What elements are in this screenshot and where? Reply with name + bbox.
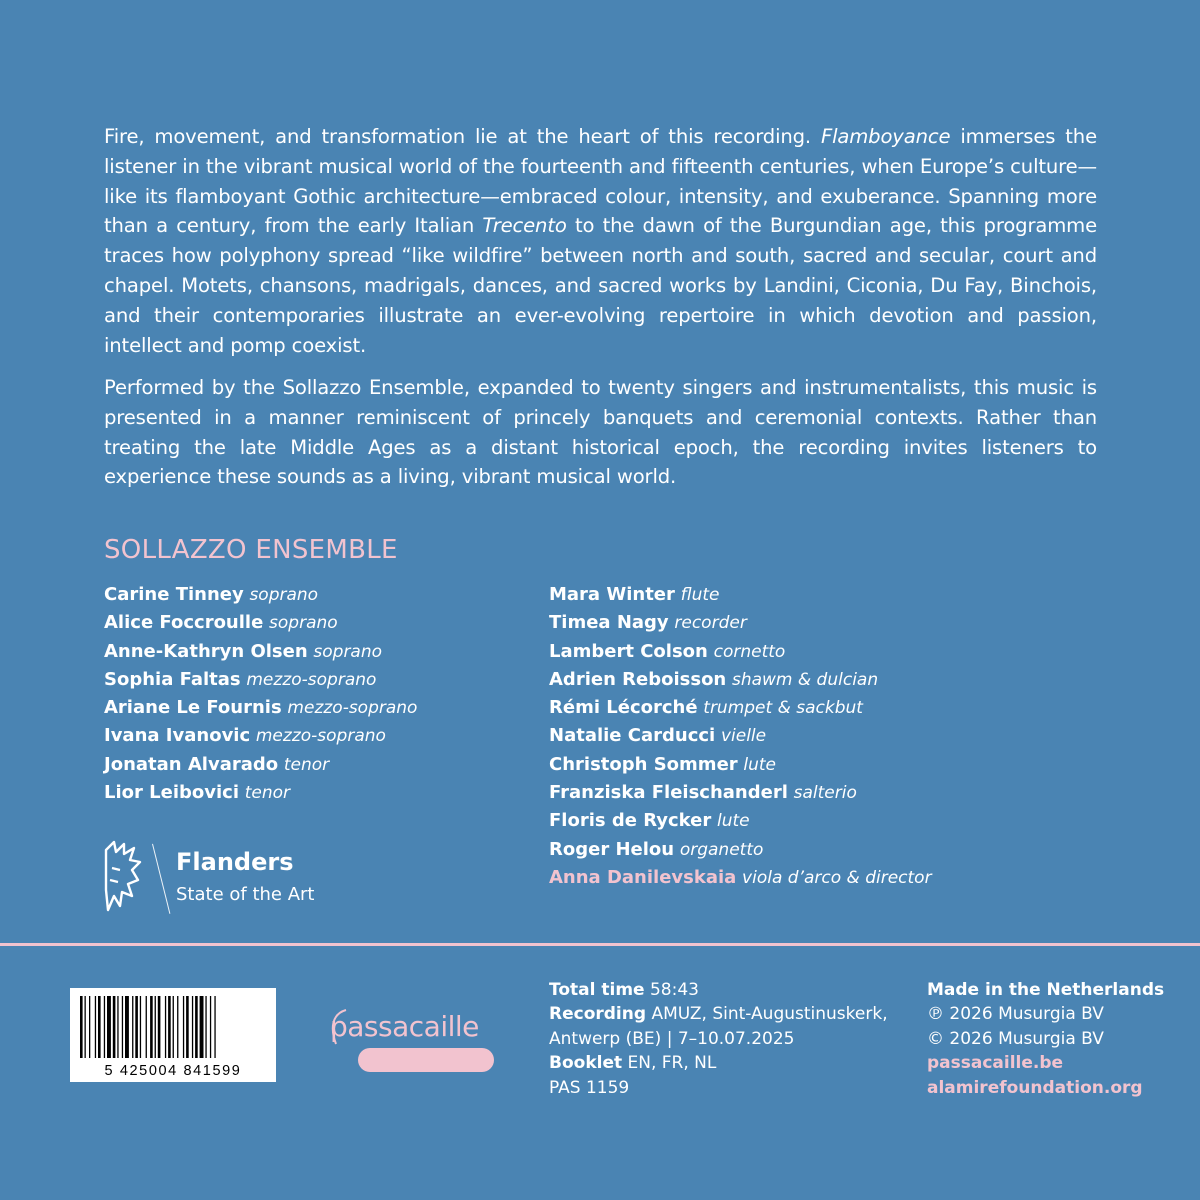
flanders-logo <box>102 840 362 920</box>
ensemble-member <box>549 638 932 666</box>
member-role: trumpet & sackbut <box>703 698 863 719</box>
member-name: Lior Leibovici <box>104 782 239 804</box>
catalog-number: PAS 1159 <box>549 1077 630 1098</box>
ensemble-member <box>549 864 932 892</box>
barcode-bar <box>165 996 166 1058</box>
ensemble-member <box>549 779 932 807</box>
website-link-passacaille[interactable]: passacaille.be <box>927 1053 1064 1074</box>
booklet-label: Booklet <box>549 1053 623 1074</box>
ensemble-member <box>549 751 932 779</box>
recording-line-2: Antwerp (BE) | 7–10.07.2025 <box>549 1028 795 1049</box>
member-name: Ariane Le Fournis <box>104 697 282 719</box>
ensemble-member <box>549 807 932 835</box>
legal-info <box>927 978 1164 1100</box>
ensemble-member <box>549 609 932 637</box>
member-name: Mara Winter <box>549 584 675 605</box>
lion-icon <box>102 840 148 918</box>
barcode-bar <box>104 996 105 1058</box>
member-role: viola d’arco & director <box>742 867 932 888</box>
intro-italic-term: Flamboyance <box>820 125 951 148</box>
ensemble-member <box>549 722 932 750</box>
member-name: Timea Nagy <box>549 612 669 634</box>
barcode-bar <box>135 996 138 1058</box>
barcode-bar <box>155 996 156 1058</box>
member-role: organetto <box>679 839 764 860</box>
copyright-notice: © 2026 Musurgia BV <box>927 1028 1104 1049</box>
member-role: mezzo-soprano <box>246 669 377 690</box>
intro-text-segment: Fire, movement, and transformation lie at the heart of this recording. <box>104 125 821 148</box>
barcode-bar <box>214 996 215 1058</box>
member-role: tenor <box>283 754 330 775</box>
ensemble-column-left <box>104 581 417 807</box>
ensemble-member <box>104 694 417 722</box>
intro-text-segment: to the dawn of the Burgundian age, this programme traces how polyphony spread “like wildfire” between north and south, sacred and secular, court and chapel. Motets, chansons, madrigals, dances, and sacred works by Landini, Ciconia, Du Fay, Binchois, and their contemporaries illustrate an ever-evolving repertoire in which devotion and passion, intellect and pomp coexist. <box>104 214 1097 357</box>
ensemble-member <box>104 666 417 694</box>
intro-paragraph-1 <box>104 122 1097 360</box>
flanders-divider <box>152 844 170 914</box>
member-name: Lambert Colson <box>549 640 708 662</box>
barcode-number: 5 425004 841599 <box>104 1063 242 1079</box>
barcode-bar <box>173 996 174 1058</box>
barcode-bar <box>158 996 161 1058</box>
ensemble-member <box>549 581 932 609</box>
member-role: cornetto <box>713 641 786 662</box>
member-name: Adrien Reboisson <box>549 668 727 690</box>
member-name: Ivana Ivanovic <box>104 725 251 747</box>
barcode-bar <box>186 996 189 1058</box>
member-role: mezzo-soprano <box>255 726 386 747</box>
barcode-bar <box>192 996 193 1058</box>
recording-label: Recording <box>549 1004 647 1025</box>
member-role: recorder <box>674 613 747 634</box>
recording-line-1: AMUZ, Sint-Augustinuskerk, <box>651 1004 888 1025</box>
phonogram-notice: ℗ 2026 Musurgia BV <box>927 1004 1104 1025</box>
passacaille-logo-text: passacaille <box>330 1010 479 1043</box>
member-name: Carine Tinney <box>104 584 244 605</box>
member-name: Alice Foccroulle <box>104 612 264 634</box>
barcode-bar <box>140 996 141 1058</box>
passacaille-logo <box>326 1004 498 1076</box>
flanders-tagline: State of the Art <box>176 884 315 905</box>
ensemble-title: SOLLAZZO ENSEMBLE <box>104 535 398 565</box>
member-name: Floris de Rycker <box>549 810 712 832</box>
barcode-bar <box>125 996 129 1058</box>
member-role: flute <box>680 585 720 605</box>
member-name: Christoph Sommer <box>549 753 738 775</box>
barcode-bar <box>80 996 83 1058</box>
booklet-languages: EN, FR, NL <box>627 1053 717 1074</box>
barcode-bar <box>95 996 96 1058</box>
ensemble-member <box>549 694 932 722</box>
barcode-bar <box>122 996 123 1058</box>
barcode-bar <box>150 996 153 1058</box>
barcode-bar <box>205 996 206 1058</box>
barcode-bar <box>98 996 101 1058</box>
member-role: mezzo-soprano <box>287 698 418 719</box>
divider-rule <box>0 943 1200 946</box>
intro-italic-term: Trecento <box>482 214 567 238</box>
member-name: Natalie Carducci <box>549 725 716 747</box>
member-role: salterio <box>793 783 857 804</box>
barcode-bar <box>132 996 133 1058</box>
member-role: shawm & dulcian <box>731 669 879 690</box>
member-role: tenor <box>244 783 291 804</box>
barcode-bar <box>195 996 198 1058</box>
member-role: lute <box>716 811 750 832</box>
member-role: soprano <box>269 613 338 634</box>
member-name: Roger Helou <box>549 838 675 860</box>
member-name: Rémi Lécorché <box>549 697 698 719</box>
member-role: soprano <box>313 641 383 662</box>
ensemble-member <box>104 581 417 609</box>
barcode-bar <box>89 996 90 1058</box>
ensemble-member <box>104 638 417 666</box>
member-name: Anna Danilevskaia <box>549 866 737 888</box>
barcode-bar <box>113 996 116 1058</box>
website-link-alamire[interactable]: alamirefoundation.org <box>927 1077 1143 1098</box>
release-details <box>549 978 888 1100</box>
barcode-bars <box>78 996 268 1060</box>
barcode-bar <box>200 996 204 1058</box>
barcode-bar <box>210 996 211 1058</box>
member-name: Anne-Kathryn Olsen <box>104 640 308 662</box>
ensemble-member <box>104 609 417 637</box>
ensemble-column-right <box>549 581 932 892</box>
made-in: Made in the Netherlands <box>927 980 1165 1000</box>
member-name: Jonatan Alvarado <box>104 753 279 775</box>
barcode-bar <box>168 996 171 1058</box>
flanders-name: Flanders <box>176 848 294 876</box>
member-role: vielle <box>720 726 767 747</box>
barcode-bar <box>146 996 147 1058</box>
member-role: soprano <box>249 585 319 605</box>
barcode-bar <box>177 996 178 1058</box>
ensemble-member <box>549 666 932 694</box>
intro-text-segment: immerses the listener in the vibrant musical world of the fourteenth and fifteenth centuries, when Europe’s culture—like its flamboyant Gothic architecture—embraced colour, intensity, and exuberance. Spanning more than a century, from the early Italian <box>104 125 1097 238</box>
total-time-label: Total time <box>549 980 645 1000</box>
ensemble-member <box>549 836 932 864</box>
total-time: 58:43 <box>649 980 699 1000</box>
member-name: Sophia Faltas <box>104 668 241 690</box>
barcode-bar <box>117 996 118 1058</box>
ensemble-member <box>104 779 417 807</box>
ensemble-member <box>104 722 417 750</box>
barcode-bar <box>183 996 184 1058</box>
member-role: lute <box>743 754 777 775</box>
member-name: Franziska Fleischanderl <box>549 782 788 804</box>
barcode-bar <box>85 996 86 1058</box>
barcode <box>70 988 276 1082</box>
barcode-bar <box>107 996 111 1058</box>
ensemble-member <box>104 751 417 779</box>
intro-paragraph-2: Performed by the Sollazzo Ensemble, expanded to twenty singers and instrumentalists, this music is presented in a manner reminiscent of princely banquets and ceremonial contexts. Rather than treating the late Middle Ages as a distant historical epoch, the recording invites listeners to experience these sounds as a living, vibrant musical world. <box>104 376 1097 489</box>
